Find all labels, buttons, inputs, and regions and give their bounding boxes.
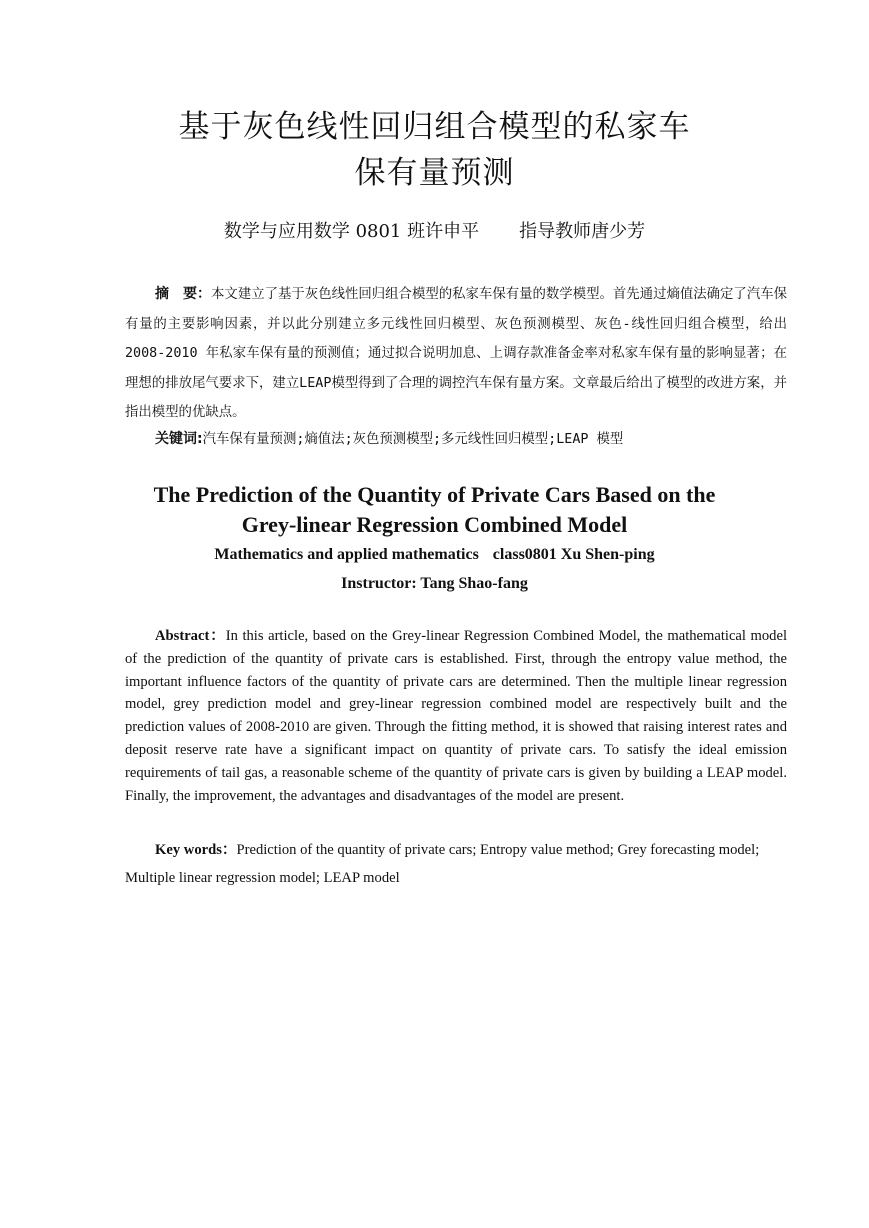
english-keywords-text: Prediction of the quantity of private cars; Entropy value method; Grey forecasting model; Multiple linear regression model; LEAP model (125, 842, 760, 886)
english-abstract-text: In this article, based on the Grey-linear Regression Combined Model, the mathematical model of the prediction of the quantity of private cars is established. First, through the entropy value method, the important influence factors of the quantity of private cars are determined. Then the multiple linear regression model, grey prediction model and grey-linear regression combined model are respectively built and the prediction values of 2008-2010 are given. Through the fitting method, it is showed that raising interest rates and deposit reserve rate have a significant impact on quantity of private cars. To satisfy the ideal emission requirements of tail gas, a reasonable scheme of the quantity of private cars is given by building a LEAP model. Finally, the improvement, the advantages and disadvantages of the model are present. (125, 628, 788, 804)
english-title-line-2: Grey-linear Regression Combined Model (241, 512, 628, 537)
english-instructor: Instructor: Tang Shao-fang (341, 575, 528, 592)
chinese-title-line-2: 保有量预测 (354, 155, 515, 191)
chinese-keywords (155, 427, 787, 452)
chinese-abstract-text: 本文建立了基于灰色线性回归组合模型的私家车保有量的数学模型。首先通过熵值法确定了汽车保有量的主要影响因素，并以此分别建立多元线性回归模型、灰色预测模型、灰色-线性回归组合模型，给出 2008-2010 年私家车保有量的预测值；通过拟合说明加息、上调存款准备金率对私家车保有量的影响显著；在理想的排放尾气要求下，建立LEAP模型得到了合理的调控汽车保有量方案。文章最后给出了模型的改进方案，并指出模型的优缺点。 (125, 287, 788, 420)
chinese-instructor: 指导教师唐少芳 (519, 221, 646, 242)
english-class-author: class0801 Xu Shen-ping (492, 546, 655, 563)
english-abstract-label: Abstract： (155, 628, 226, 644)
chinese-author-line (0, 219, 869, 245)
chinese-author: 数学与应用数学 0801 班许申平 (223, 221, 480, 242)
english-title-line-1: The Prediction of the Quantity of Private Cars Based on the (153, 482, 716, 507)
chinese-title-line-1: 基于灰色线性回归组合模型的私家车 (178, 109, 691, 145)
chinese-keywords-label: 关键词: (155, 431, 203, 447)
chinese-abstract (125, 280, 787, 428)
english-major: Mathematics and applied mathematics (214, 546, 479, 563)
english-keywords-label: Key words： (155, 842, 237, 858)
english-abstract (125, 625, 787, 807)
english-author-line (0, 543, 869, 567)
chinese-abstract-label: 摘 要： (155, 286, 212, 302)
english-keywords (125, 836, 787, 892)
chinese-keywords-text: 汽车保有量预测;熵值法;灰色预测模型;多元线性回归模型;LEAP 模型 (202, 432, 624, 447)
